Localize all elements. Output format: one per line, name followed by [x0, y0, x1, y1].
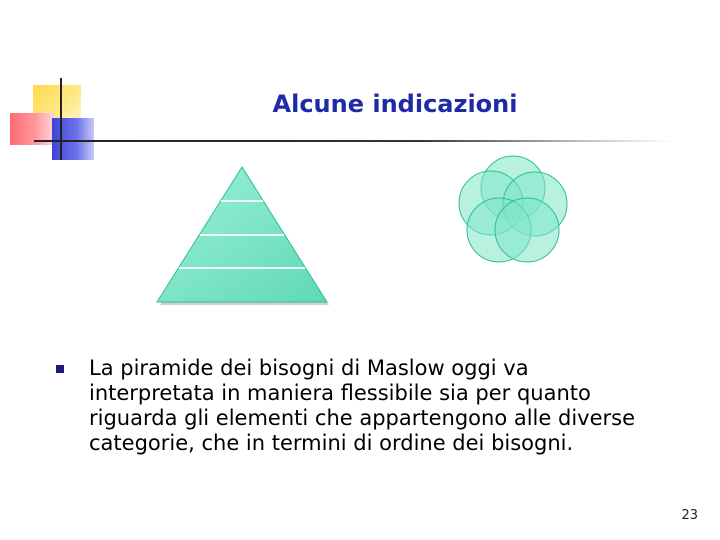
flower-circle	[495, 198, 559, 262]
slide-title: Alcune indicazioni	[272, 90, 518, 118]
circles-diagram	[459, 156, 567, 262]
pyramid-diagram	[157, 167, 329, 305]
bullet-text: La piramide dei bisogni di Maslow oggi va interpretata in maniera flessibile sia per quanto riguarda gli elementi che appartengono alle diverse categorie, che in termini di ordine dei bisogni.	[89, 356, 635, 455]
page-number: 23	[681, 508, 698, 523]
square-bullet-icon	[56, 365, 64, 373]
